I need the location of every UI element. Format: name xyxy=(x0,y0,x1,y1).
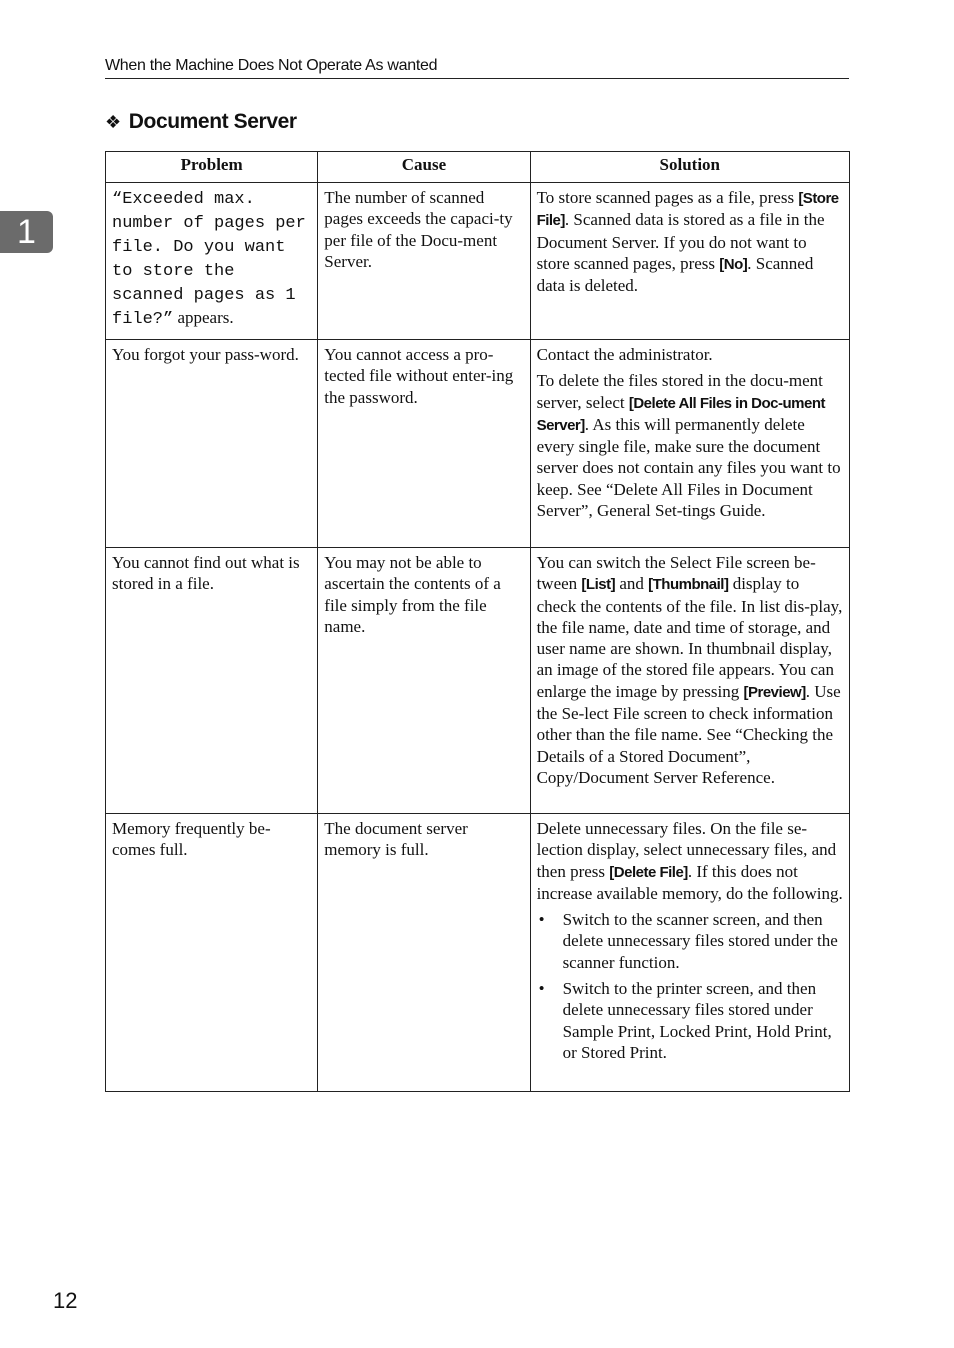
column-header-solution: Solution xyxy=(530,152,849,183)
troubleshooting-table xyxy=(105,151,850,1092)
table-row xyxy=(106,814,850,1092)
cause-cell: The number of scanned pages exceeds the capaci-ty per file of the Docu-ment Server. xyxy=(318,183,530,340)
solution-text: and xyxy=(615,574,649,594)
cause-cell: The document server memory is full. xyxy=(318,814,530,1092)
delete-all-files-key-label: [Delete All Files in Doc-ument Server] xyxy=(536,394,826,434)
no-key-label: [No] xyxy=(719,255,748,273)
store-file-key-label: [Store File] xyxy=(536,190,839,230)
problem-cell: You forgot your pass-word. xyxy=(106,340,318,548)
chapter-tab: 1 xyxy=(0,211,53,253)
solution-text: You can switch the Select File screen be-tween xyxy=(536,553,816,594)
solution-text: To store scanned pages as a file, press xyxy=(536,188,799,207)
section-heading xyxy=(105,110,297,134)
column-header-cause: Cause xyxy=(318,152,530,183)
solution-text: . If this does not increase available memory, do the following. xyxy=(536,861,843,903)
error-message: “Exceeded max. number of pages per file. Do you want to store the scanned pages as 1 file?” xyxy=(112,190,306,329)
solution-text: Delete unnecessary files. On the file se-lection display, select unnecessary files, and then press xyxy=(536,819,837,881)
problem-suffix: appears. xyxy=(173,308,234,327)
solution-text: . Scanned data is deleted. xyxy=(536,253,814,296)
page-number: 12 xyxy=(53,1288,78,1313)
bullet-icon: • xyxy=(538,910,545,930)
list-item xyxy=(537,909,843,973)
solution-text: . Use the Se-lect File screen to check information other than the file name. See “Checking the Details of a Stored Document”, Copy/Document Server Reference. xyxy=(536,681,841,787)
solution-paragraph xyxy=(537,370,843,521)
bullet-icon: • xyxy=(538,979,545,999)
table-header-row xyxy=(106,152,850,183)
solution-text: display to check the contents of the file. In list dis-play, the file name, date and time of storage, and user name are shown. In thumbnail display, an image of the stored file appears. You can enlarge the image by pressing xyxy=(536,574,843,701)
solution-paragraph xyxy=(537,818,843,904)
cause-cell: You cannot access a pro-tected file without enter-ing the password. xyxy=(318,340,530,548)
column-header-problem: Problem xyxy=(106,152,318,183)
solution-cell xyxy=(530,340,849,548)
table-row xyxy=(106,548,850,814)
list-item-text: Switch to the printer screen, and then delete unnecessary files stored under Sample Print, Locked Print, Hold Print, or Stored Print. xyxy=(562,979,832,1062)
list-item xyxy=(537,978,843,1063)
problem-cell xyxy=(106,183,318,340)
solution-cell xyxy=(530,814,849,1092)
list-item-text: Switch to the scanner screen, and then delete unnecessary files stored under the scanner function. xyxy=(562,910,838,972)
solution-cell xyxy=(530,548,849,814)
problem-cell: Memory frequently be-comes full. xyxy=(106,814,318,1092)
thumbnail-key-label: [Thumbnail] xyxy=(648,576,729,594)
table-row xyxy=(106,340,850,548)
section-title: Document Server xyxy=(128,110,297,133)
cause-cell: You may not be able to ascertain the contents of a file simply from the file name. xyxy=(318,548,530,814)
table-row xyxy=(106,183,850,340)
diamond-bullet-icon: ❖ xyxy=(105,111,121,132)
delete-file-key-label: [Delete File] xyxy=(609,863,688,881)
solution-text: . Scanned data is stored as a file in the Document Server. If you do not want to store scanned pages, press xyxy=(536,210,825,273)
solution-text: To delete the files stored in the docu-ment server, select xyxy=(536,371,823,412)
solution-paragraph: Contact the administrator. xyxy=(536,345,713,364)
preview-key-label: [Preview] xyxy=(743,683,806,701)
solution-text: . As this will permanently delete every single file, make sure the document server does not contain any files you want to keep. See “Delete All Files in Document Server”, General Set-tings Guide. xyxy=(536,414,841,521)
solution-cell xyxy=(530,183,849,340)
bullet-list xyxy=(537,909,843,1063)
list-key-label: [List] xyxy=(581,576,616,594)
problem-cell: You cannot find out what is stored in a file. xyxy=(106,548,318,814)
running-header: When the Machine Does Not Operate As wanted xyxy=(105,57,849,79)
